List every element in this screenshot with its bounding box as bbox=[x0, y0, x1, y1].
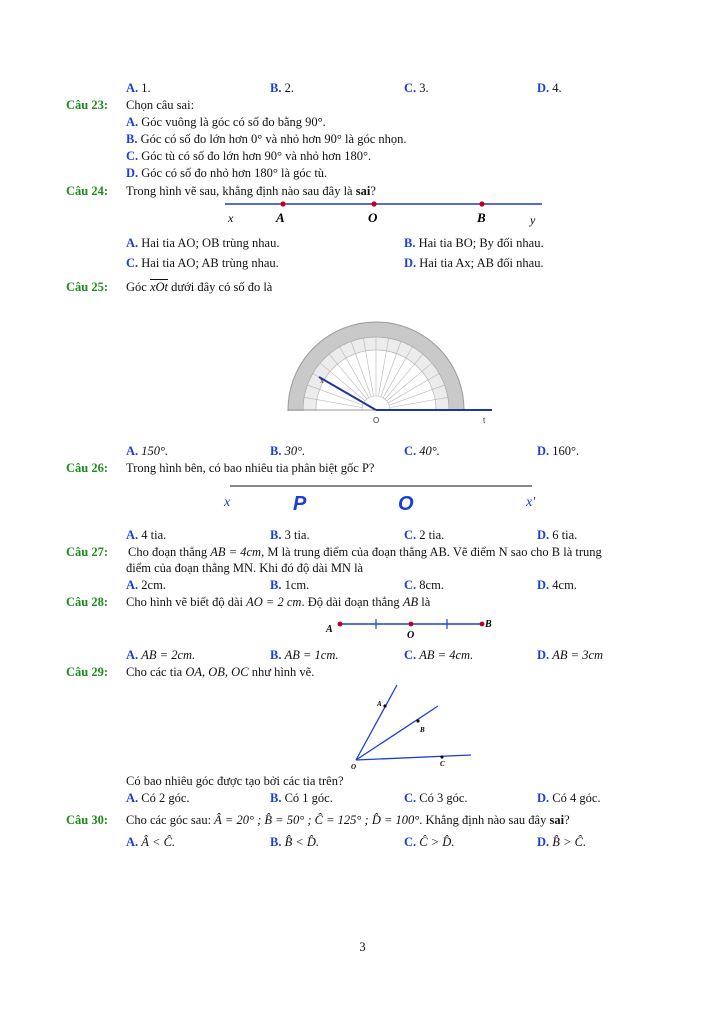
q24-label-b: B bbox=[477, 210, 486, 225]
q26-label: Câu 26: bbox=[66, 461, 109, 475]
q28-option-b: B. AB = 1cm. bbox=[270, 648, 339, 662]
q24-point-o bbox=[371, 201, 376, 206]
q22-option-a: A. 1. bbox=[126, 81, 151, 95]
q27-option-d: D. 4cm. bbox=[537, 578, 577, 592]
q27-option-c: C. 8cm. bbox=[404, 578, 444, 592]
q28-label-a: A bbox=[326, 624, 333, 635]
q24-point-a bbox=[280, 201, 285, 206]
q29-option-b: B. Có 1 góc. bbox=[270, 791, 333, 805]
q29-label-a: A bbox=[377, 700, 382, 708]
q26-label-x-prime: x' bbox=[526, 495, 536, 510]
q27-option-b: B. 1cm. bbox=[270, 578, 310, 592]
q28-option-d: D. AB = 3cm bbox=[537, 648, 604, 662]
q25-option-b: B. 30°. bbox=[270, 444, 306, 458]
q24-label-o: O bbox=[368, 210, 378, 225]
q28-figure bbox=[320, 614, 500, 644]
q30-option-b: B. B̂ < D̂. bbox=[270, 835, 320, 849]
q24-label-x: x bbox=[228, 211, 234, 225]
q22-option-d: D. 4. bbox=[537, 81, 562, 95]
q24-option-b: B. Hai tia BO; By đối nhau. bbox=[404, 236, 544, 250]
q29-label: Câu 29: bbox=[66, 665, 109, 679]
q25-label: Câu 25: bbox=[66, 280, 109, 294]
q25-option-c: C. 40°. bbox=[404, 444, 440, 458]
q22-option-c: C. 3. bbox=[404, 81, 429, 95]
q30-label: Câu 30: bbox=[66, 813, 109, 827]
q29-question: Có bao nhiêu góc được tạo bởi các tia trên? bbox=[126, 774, 344, 788]
q29-ray-ob bbox=[356, 706, 438, 760]
q27-line2: điểm của đoạn thẳng MN. Khi đó độ dài MN là bbox=[126, 561, 364, 575]
q29-figure bbox=[340, 680, 480, 772]
q25-option-a: A. 150°. bbox=[126, 444, 169, 458]
q24-label-y: y bbox=[530, 213, 536, 227]
q26-label-o: O bbox=[398, 493, 414, 515]
q27-label: Câu 27: bbox=[66, 545, 109, 559]
q29-ray-oa bbox=[356, 685, 397, 760]
q25-label-x: x bbox=[320, 376, 324, 385]
q28-point-o bbox=[409, 622, 414, 627]
q29-label-o: O bbox=[351, 763, 357, 771]
q29-option-d: D. Có 4 góc. bbox=[537, 791, 601, 805]
q22-option-b: B. 2. bbox=[270, 81, 294, 95]
q27-option-a: A. 2cm. bbox=[126, 578, 166, 592]
q28-label-o: O bbox=[407, 630, 415, 641]
q26-figure bbox=[220, 478, 550, 518]
q23-option-d: D. Góc có số đo nhỏ hơn 180° là góc tù. bbox=[126, 166, 328, 180]
q23-option-c: C. Góc tù có số đo lớn hơn 90° và nhỏ hơn 180°. bbox=[126, 149, 372, 163]
q26-option-b: B. 3 tia. bbox=[270, 528, 310, 542]
q25-label-t: t bbox=[483, 416, 486, 425]
q23-label: Câu 23: bbox=[66, 98, 109, 112]
q30-option-d: D. B̂ > Ĉ. bbox=[537, 835, 587, 849]
q23-stem: Chọn câu sai: bbox=[126, 98, 195, 112]
q23-option-b: B. Góc có số đo lớn hơn 0° và nhỏ hơn 90° là góc nhọn. bbox=[126, 132, 407, 146]
q26-label-x: x bbox=[224, 495, 231, 510]
q26-stem: Trong hình bên, có bao nhiêu tia phân biệt gốc P? bbox=[126, 461, 375, 475]
q24-label-a: A bbox=[276, 210, 285, 225]
q25-stem: Góc $\overline{xOt}$ dưới đây có số đo là bbox=[126, 280, 273, 294]
q25-option-d: D. 160°. bbox=[537, 444, 580, 458]
q26-option-c: C. 2 tia. bbox=[404, 528, 445, 542]
q28-label-b: B bbox=[485, 619, 492, 630]
q26-label-p: P bbox=[293, 493, 307, 515]
q28-option-c: C. AB = 4cm. bbox=[404, 648, 474, 662]
q24-option-c: C. Hai tia AO; AB trùng nhau. bbox=[126, 256, 279, 270]
q29-option-c: C. Có 3 góc. bbox=[404, 791, 468, 805]
page-number: 3 bbox=[359, 940, 366, 954]
q29-label-c: C bbox=[440, 760, 445, 768]
q28-label: Câu 28: bbox=[66, 595, 109, 609]
q27-line1: Cho đoạn thẳng AB = 4cm, M là trung điểm của đoạn thẳng AB. Vẽ điểm N sao cho B là trung bbox=[128, 545, 602, 559]
q30-stem: Cho các góc sau: Â = 20° ; B̂ = 50° ; Ĉ = 125° ; D̂ = 100°. Khẳng định nào sau đây sai? bbox=[126, 813, 570, 827]
q30-option-c: C. Ĉ > D̂. bbox=[404, 835, 455, 849]
q23-option-a: A. Góc vuông là góc có số đo bằng 90°. bbox=[126, 115, 326, 129]
q30-option-a: A. Â < Ĉ. bbox=[126, 835, 176, 849]
q26-option-d: D. 6 tia. bbox=[537, 528, 578, 542]
q24-option-a: A. Hai tia AO; OB trùng nhau. bbox=[126, 236, 280, 250]
q24-point-b bbox=[479, 201, 484, 206]
q24-figure bbox=[220, 196, 550, 230]
q29-ray-oc bbox=[356, 755, 471, 760]
q29-option-a: A. Có 2 góc. bbox=[126, 791, 190, 805]
q29-label-b: B bbox=[420, 726, 425, 734]
q29-stem: Cho các tia OA, OB, OC như hình vẽ. bbox=[126, 665, 315, 679]
q25-protractor bbox=[280, 310, 500, 430]
q28-option-a: A. AB = 2cm. bbox=[126, 648, 196, 662]
q24-option-d: D. Hai tia Ax; AB đối nhau. bbox=[404, 256, 544, 270]
q28-point-b bbox=[480, 622, 485, 627]
q24-label: Câu 24: bbox=[66, 184, 109, 198]
q26-option-a: A. 4 tia. bbox=[126, 528, 167, 542]
q25-label-o: O bbox=[373, 416, 380, 425]
q24-stem: Trong hình vẽ sau, khẳng định nào sau đây là sai? bbox=[126, 184, 376, 198]
q28-stem: Cho hình vẽ biết độ dài AO = 2 cm. Độ dài đoạn thẳng AB là bbox=[126, 595, 431, 609]
q28-point-a bbox=[338, 622, 343, 627]
